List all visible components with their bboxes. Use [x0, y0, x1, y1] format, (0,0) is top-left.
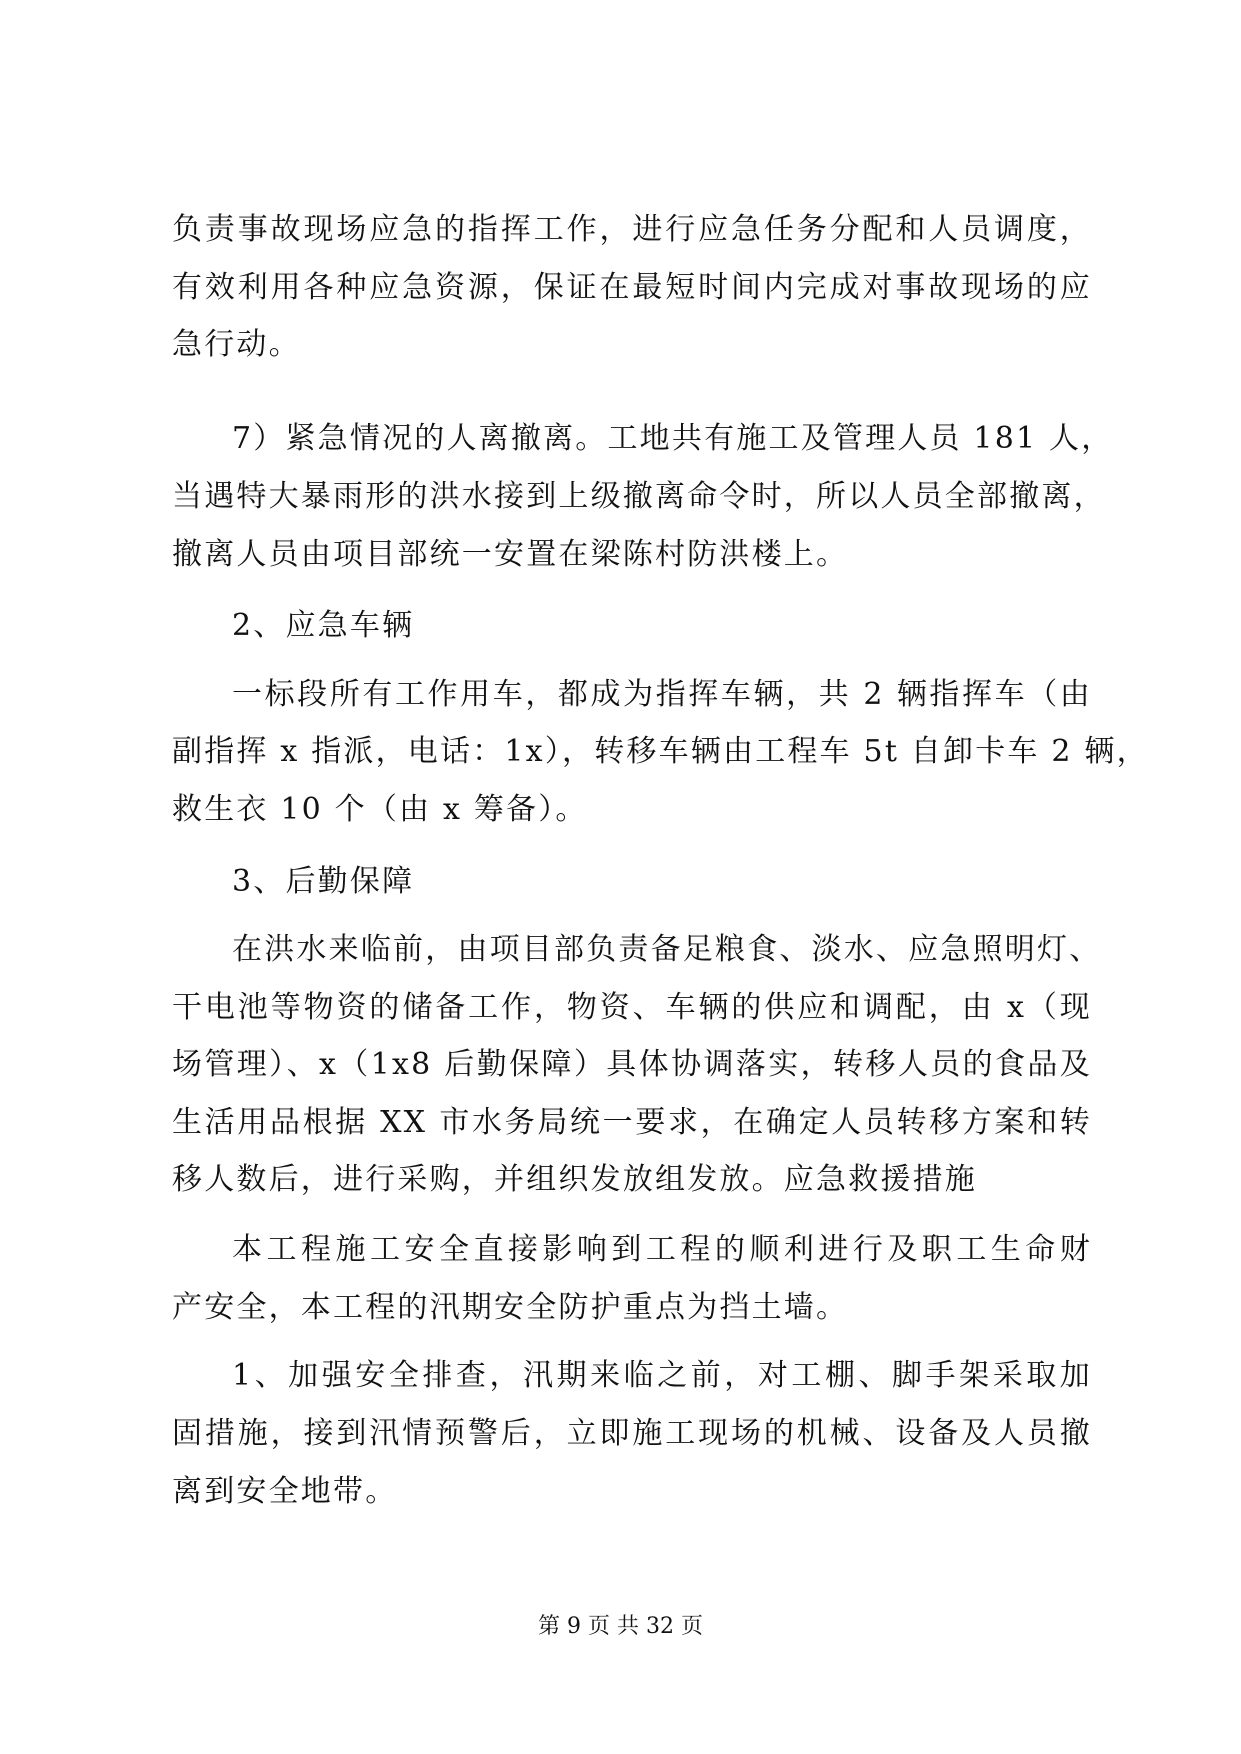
text-line: 救生衣 10 个（由 x 筹备）。 — [172, 792, 588, 827]
text-line: 固措施，接到汛情预警后，立即施工现场的机械、设备及人员撤 — [172, 1416, 1092, 1451]
text-line: 离到安全地带。 — [172, 1474, 398, 1509]
page-footer: 第 9 页 共 32 页 — [538, 1614, 703, 1639]
text-line: 有效利用各种应急资源，保证在最短时间内完成对事故现场的应 — [172, 270, 1092, 305]
text-line: 负责事故现场应急的指挥工作，进行应急任务分配和人员调度， — [172, 212, 1092, 247]
text-line: 本工程施工安全直接影响到工程的顺利进行及职工生命财 — [232, 1232, 1092, 1267]
text-line: 7）紧急情况的人离撤离。工地共有施工及管理人员 181 人， — [232, 421, 1114, 456]
text-line: 产安全，本工程的汛期安全防护重点为挡土墙。 — [172, 1290, 849, 1325]
section-heading: 2、应急车辆 — [232, 608, 415, 643]
text-line: 在洪水来临前，由项目部负责备足粮食、淡水、应急照明灯、 — [232, 932, 1102, 967]
text-line: 1、加强安全排查，汛期来临之前，对工棚、脚手架采取加 — [232, 1358, 1092, 1393]
text-line: 干电池等物资的储备工作，物资、车辆的供应和调配，由 x（现 — [172, 990, 1092, 1025]
text-line: 一标段所有工作用车，都成为指挥车辆，共 2 辆指挥车（由 — [232, 677, 1092, 712]
text-line: 副指挥 x 指派，电话：1x），转移车辆由工程车 5t 自卸卡车 2 辆， — [172, 734, 1149, 769]
section-heading: 3、后勤保障 — [232, 864, 415, 899]
text-line: 撤离人员由项目部统一安置在梁陈村防洪楼上。 — [172, 537, 849, 572]
text-line: 当遇特大暴雨形的洪水接到上级撤离命令时，所以人员全部撤离， — [172, 479, 1106, 514]
text-line: 急行动。 — [172, 327, 301, 362]
text-line: 场管理）、x（1x8 后勤保障）具体协调落实，转移人员的食品及 — [172, 1047, 1092, 1082]
text-line: 移人数后，进行采购，并组织发放组发放。应急救援措施 — [172, 1162, 977, 1197]
text-line: 生活用品根据 XX 市水务局统一要求，在确定人员转移方案和转 — [172, 1105, 1092, 1140]
